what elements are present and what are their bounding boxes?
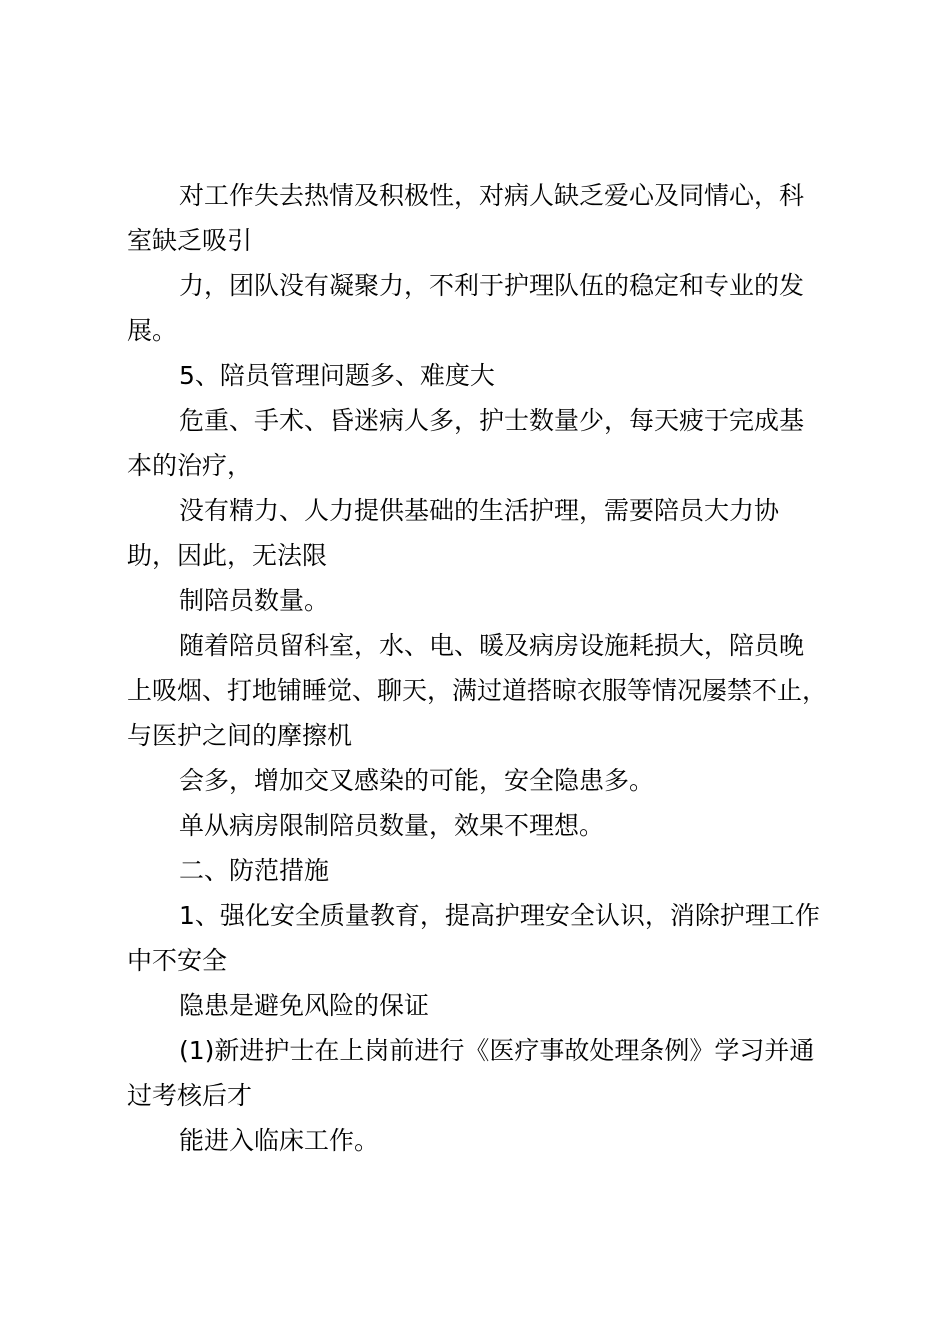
section-heading: 5、陪员管理问题多、难度大 (179, 361, 495, 390)
paragraph: 单从病房限制陪员数量，效果不理想。 (179, 811, 605, 840)
paragraph: 1、强化安全质量教育，提高护理安全认识，消除护理工作中不安全 (127, 901, 820, 975)
paragraph: 力，团队没有凝聚力，不利于护理队伍的稳定和专业的发展。 (127, 271, 805, 345)
paragraph: (1)新进护士在上岗前进行《医疗事故处理条例》学习并通过考核后才 (127, 1036, 815, 1110)
paragraph: 制陪员数量。 (179, 586, 330, 615)
paragraph: 没有精力、人力提供基础的生活护理，需要陪员大力协助，因此，无法限 (127, 496, 780, 570)
paragraph: 危重、手术、昏迷病人多，护士数量少，每天疲于完成基本的治疗， (127, 406, 805, 480)
paragraph: 随着陪员留科室，水、电、暖及病房设施耗损大，陪员晚上吸烟、打地铺睡觉、聊天，满过道搭晾衣服等情况屡禁不止，与医护之间的摩擦机 (127, 631, 828, 750)
document-body (127, 173, 827, 1163)
paragraph: 能进入临床工作。 (179, 1126, 380, 1155)
paragraph: 会多，增加交叉感染的可能，安全隐患多。 (179, 766, 655, 795)
paragraph: 隐患是避免风险的保证 (179, 991, 430, 1020)
section-heading: 二、防范措施 (179, 856, 330, 885)
paragraph: 对工作失去热情及积极性，对病人缺乏爱心及同情心，科室缺乏吸引 (127, 181, 805, 255)
